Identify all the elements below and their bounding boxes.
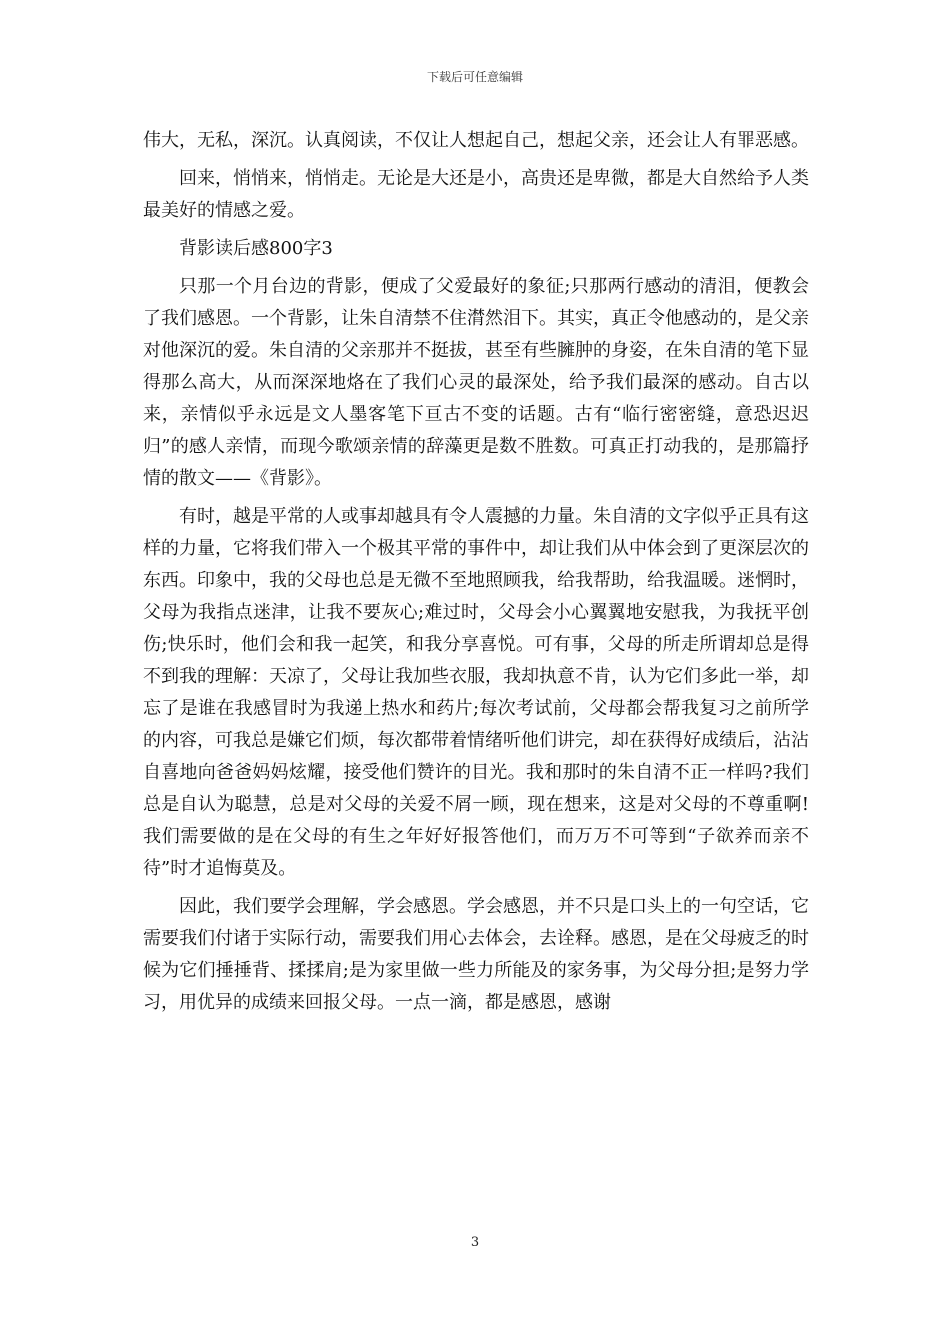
page-number: 3 xyxy=(470,1235,480,1250)
page-header: 下载后可任意编辑 xyxy=(426,70,523,84)
paragraph: 有时，越是平常的人或事却越具有令人震撼的力量。朱自清的文字似乎正具有这样的力量，它将我们带入一个极其平常的事件中，却让我们从中体会到了更深层次的东西。印象中，我的父母也总是无微不至地照顾我，给我帮助，给我温暖。迷惘时，父母为我指点迷津，让我不要灰心;难过时，父母会小心翼翼地安慰我，为我抚平创伤;快乐时，他们会和我一起笑，和我分享喜悦。可有事，父母的所走所谓却总是得不到我的理解：天凉了，父母让我加些衣服，我却执意不肯，认为它们多此一举，却忘了是谁在我感冒时为我递上热水和药片;每次考试前，父母都会帮我复习之前所学的内容，可我总是嫌它们烦，每次都带着情绪听他们讲完，却在获得好成绩后，沾沾自喜地向爸爸妈妈炫耀，接受他们赞许的目光。我和那时的朱自清不正一样吗?我们总是自认为聪慧，总是对父母的关爱不屑一顾，现在想来，这是对父母的不尊重啊!我们需要做的是在父母的有生之年好好报答他们，而万万不可等到“子欲养而亲不待”时才追悔莫及。 xyxy=(143,506,809,879)
paragraph: 回来，悄悄来，悄悄走。无论是大还是小，高贵还是卑微，都是大自然给予人类最美好的情感之爱。 xyxy=(143,168,809,221)
section-heading: 背影读后感800字3 xyxy=(179,238,333,259)
paragraph: 伟大，无私，深沉。认真阅读，不仅让人想起自己，想起父亲，还会让人有罪恶感。 xyxy=(143,130,809,151)
paragraph: 因此，我们要学会理解，学会感恩。学会感恩，并不只是口头上的一句空话，它需要我们付诸于实际行动，需要我们用心去体会，去诠释。感恩，是在父母疲乏的时候为它们捶捶背、揉揉肩;是为家里做一些力所能及的家务事，为父母分担;是努力学习，用优异的成绩来回报父母。一点一滴，都是感恩，感谢 xyxy=(143,896,809,1013)
document-body xyxy=(143,125,809,1025)
paragraph: 只那一个月台边的背影，便成了父爱最好的象征;只那两行感动的清泪，便教会了我们感恩。一个背影，让朱自清禁不住潸然泪下。其实，真正令他感动的，是父亲对他深沉的爱。朱自清的父亲那并不挺拔，甚至有些臃肿的身姿，在朱自清的笔下显得那么高大，从而深深地烙在了我们心灵的最深处，给予我们最深的感动。自古以来，亲情似乎永远是文人墨客笔下亘古不变的话题。古有“临行密密缝，意恐迟迟归”的感人亲情，而现今歌颂亲情的辞藻更是数不胜数。可真正打动我的，是那篇抒情的散文——《背影》。 xyxy=(143,276,809,489)
